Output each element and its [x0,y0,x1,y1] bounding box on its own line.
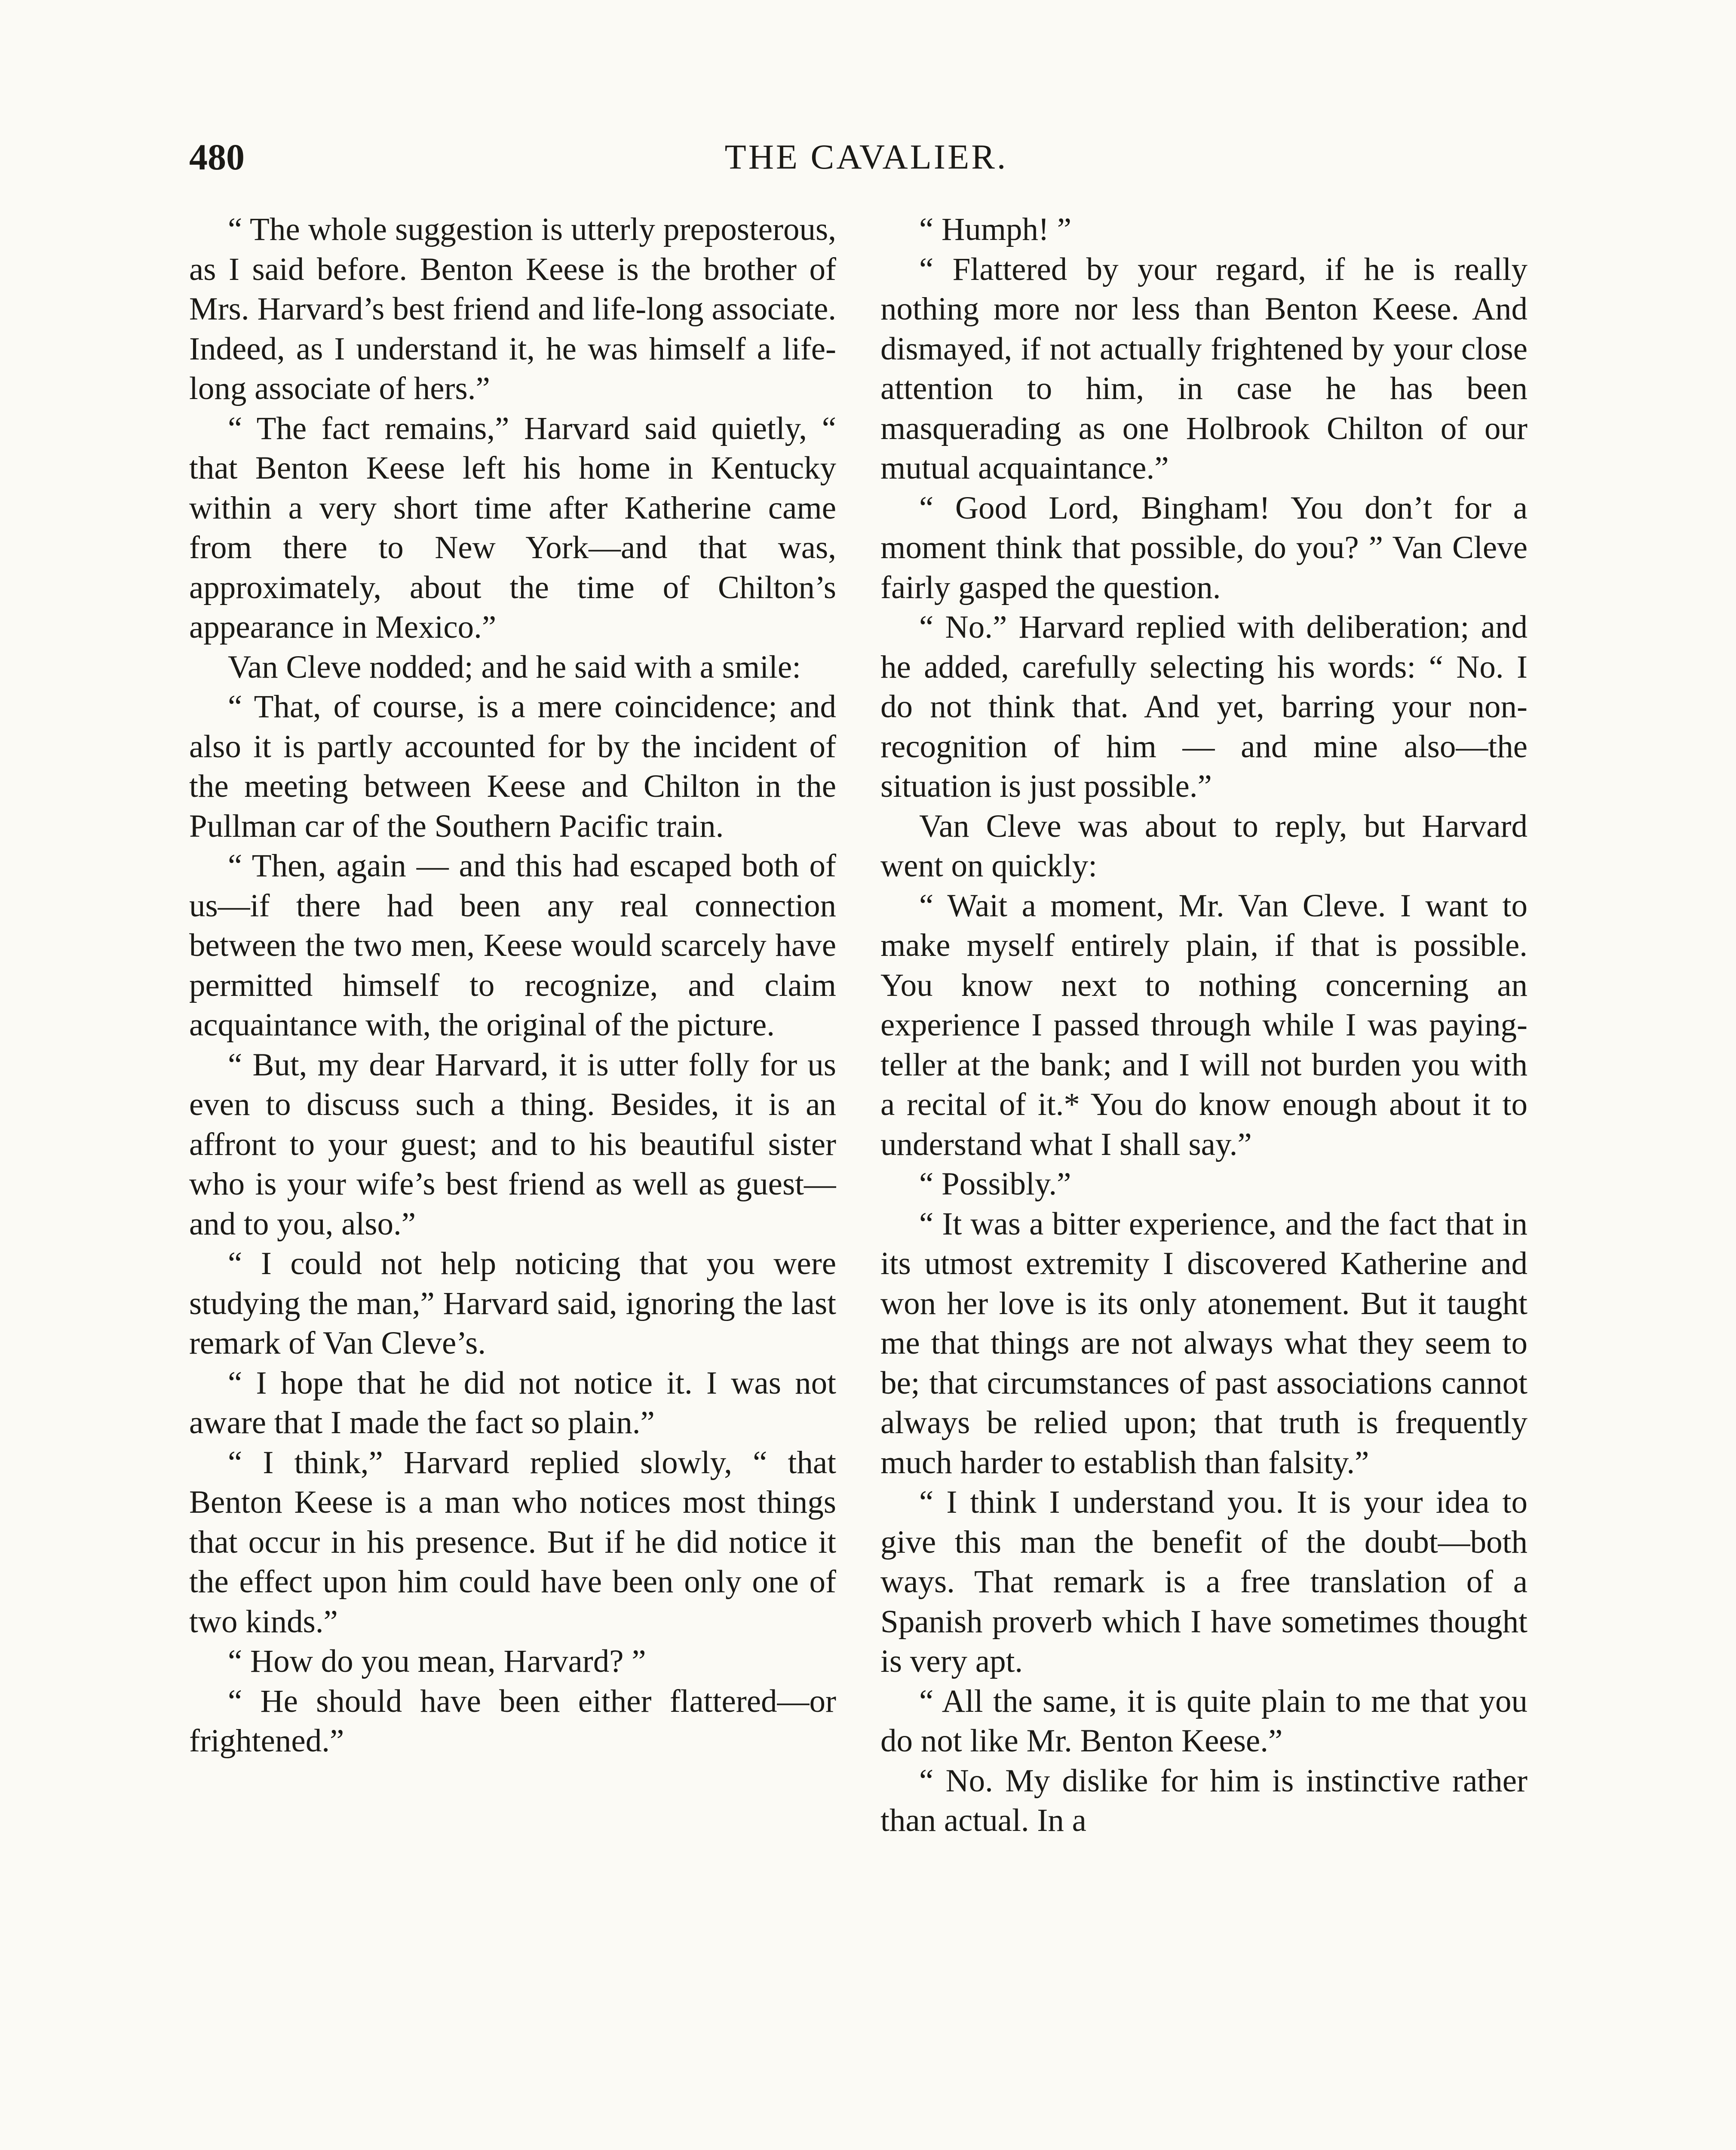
paragraph: “ That, of course, is a mere coincidence; and also it is partly accounted for by the incident of the meeting between Keese and Chilton in the Pullman car of the Southern Pacific train. [189,689,836,844]
paragraph: “ It was a bitter experience, and the fact that in its utmost extremity I discovered Katherine and won her love is its only atonement. But it taught me that things are not always what they seem to be; that circumstances of past associations cannot always be relied upon; that truth is frequently much harder to establish than falsity.” [880,1206,1527,1480]
paragraph: “ Wait a moment, Mr. Van Cleve. I want to make myself entirely plain, if that is possible. You know next to nothing concerning an experience I passed through while I was paying-teller at the bank; and I will not burden you with a recital of it.* You do know enough about it to understand what I shall say.” [880,888,1527,1162]
paragraph: “ He should have been either flattered—or frightened.” [189,1683,836,1759]
paragraph: “ I could not help noticing that you were studying the man,” Harvard said, ignoring the last remark of Van Cleve’s. [189,1246,836,1361]
running-head: THE CAVALIER. [724,137,1008,176]
paragraph: “ I think,” Harvard replied slowly, “ that Benton Keese is a man who notices most things that occur in his presence. But if he did notice it the effect upon him could have been only one of two kinds.” [189,1444,836,1640]
paragraph: “ I hope that he did not notice it. I was not aware that I made the fact so plain.” [189,1365,836,1440]
paragraph: “ Humph! ” [919,212,1072,247]
paragraph: “ Then, again — and this had escaped both of us—if there had been any real connection between the two men, Keese would scarcely have permitted himself to recognize, and claim acquaintance with, the original of the picture. [189,848,836,1043]
paragraph: “ No. My dislike for him is instinctive rather than actual. In a [880,1763,1527,1838]
paragraph: “ All the same, it is quite plain to me that you do not like Mr. Benton Keese.” [880,1683,1527,1759]
paragraph: “ Good Lord, Bingham! You don’t for a moment think that possible, do you? ” Van Cleve fairly gasped the question. [880,490,1527,605]
paragraph: “ I think I understand you. It is your idea to give this man the benefit of the doubt—both ways. That remark is a free translation of a Spanish proverb which I have sometimes thought is very apt. [880,1484,1527,1679]
paragraph: Van Cleve nodded; and he said with a smile: [228,649,801,685]
paragraph: “ But, my dear Harvard, it is utter folly for us even to discuss such a thing. Besides, it is an affront to your guest; and to his beautiful sister who is your wife’s best friend as well as guest—and to you, also.” [189,1047,836,1242]
page-number: 480 [189,136,245,178]
paragraph: “ How do you mean, Harvard? ” [228,1643,646,1679]
left-column [189,210,836,2150]
paragraph: Van Cleve was about to reply, but Harvard went on quickly: [880,808,1527,884]
page-header [189,129,1543,185]
paragraph: “ Flattered by your regard, if he is really nothing more nor less than Benton Keese. And dismayed, if not actually frightened by your close attention to him, in case he has been masquerading as one Holbrook Chilton of our mutual acquaintance.” [880,251,1527,486]
right-column [880,210,1527,2150]
paragraph: “ The fact remains,” Harvard said quietly, “ that Benton Keese left his home in Kentucky within a very short time after Katherine came from there to New York—and that was, approximately, about the time of Chilton’s appearance in Mexico.” [189,410,836,645]
paragraph: “ Possibly.” [919,1166,1071,1202]
paragraph: “ No.” Harvard replied with deliberation; and he added, carefully selecting his words: “ No. I do not think that. And yet, barring your non-recognition of him — and mine also—the situation is just possible.” [880,609,1527,804]
paragraph: “ The whole suggestion is utterly preposterous, as I said before. Benton Keese is the brother of Mrs. Harvard’s best friend and life-long associate. Indeed, as I understand it, he was himself a life-long associate of hers.” [189,212,836,406]
